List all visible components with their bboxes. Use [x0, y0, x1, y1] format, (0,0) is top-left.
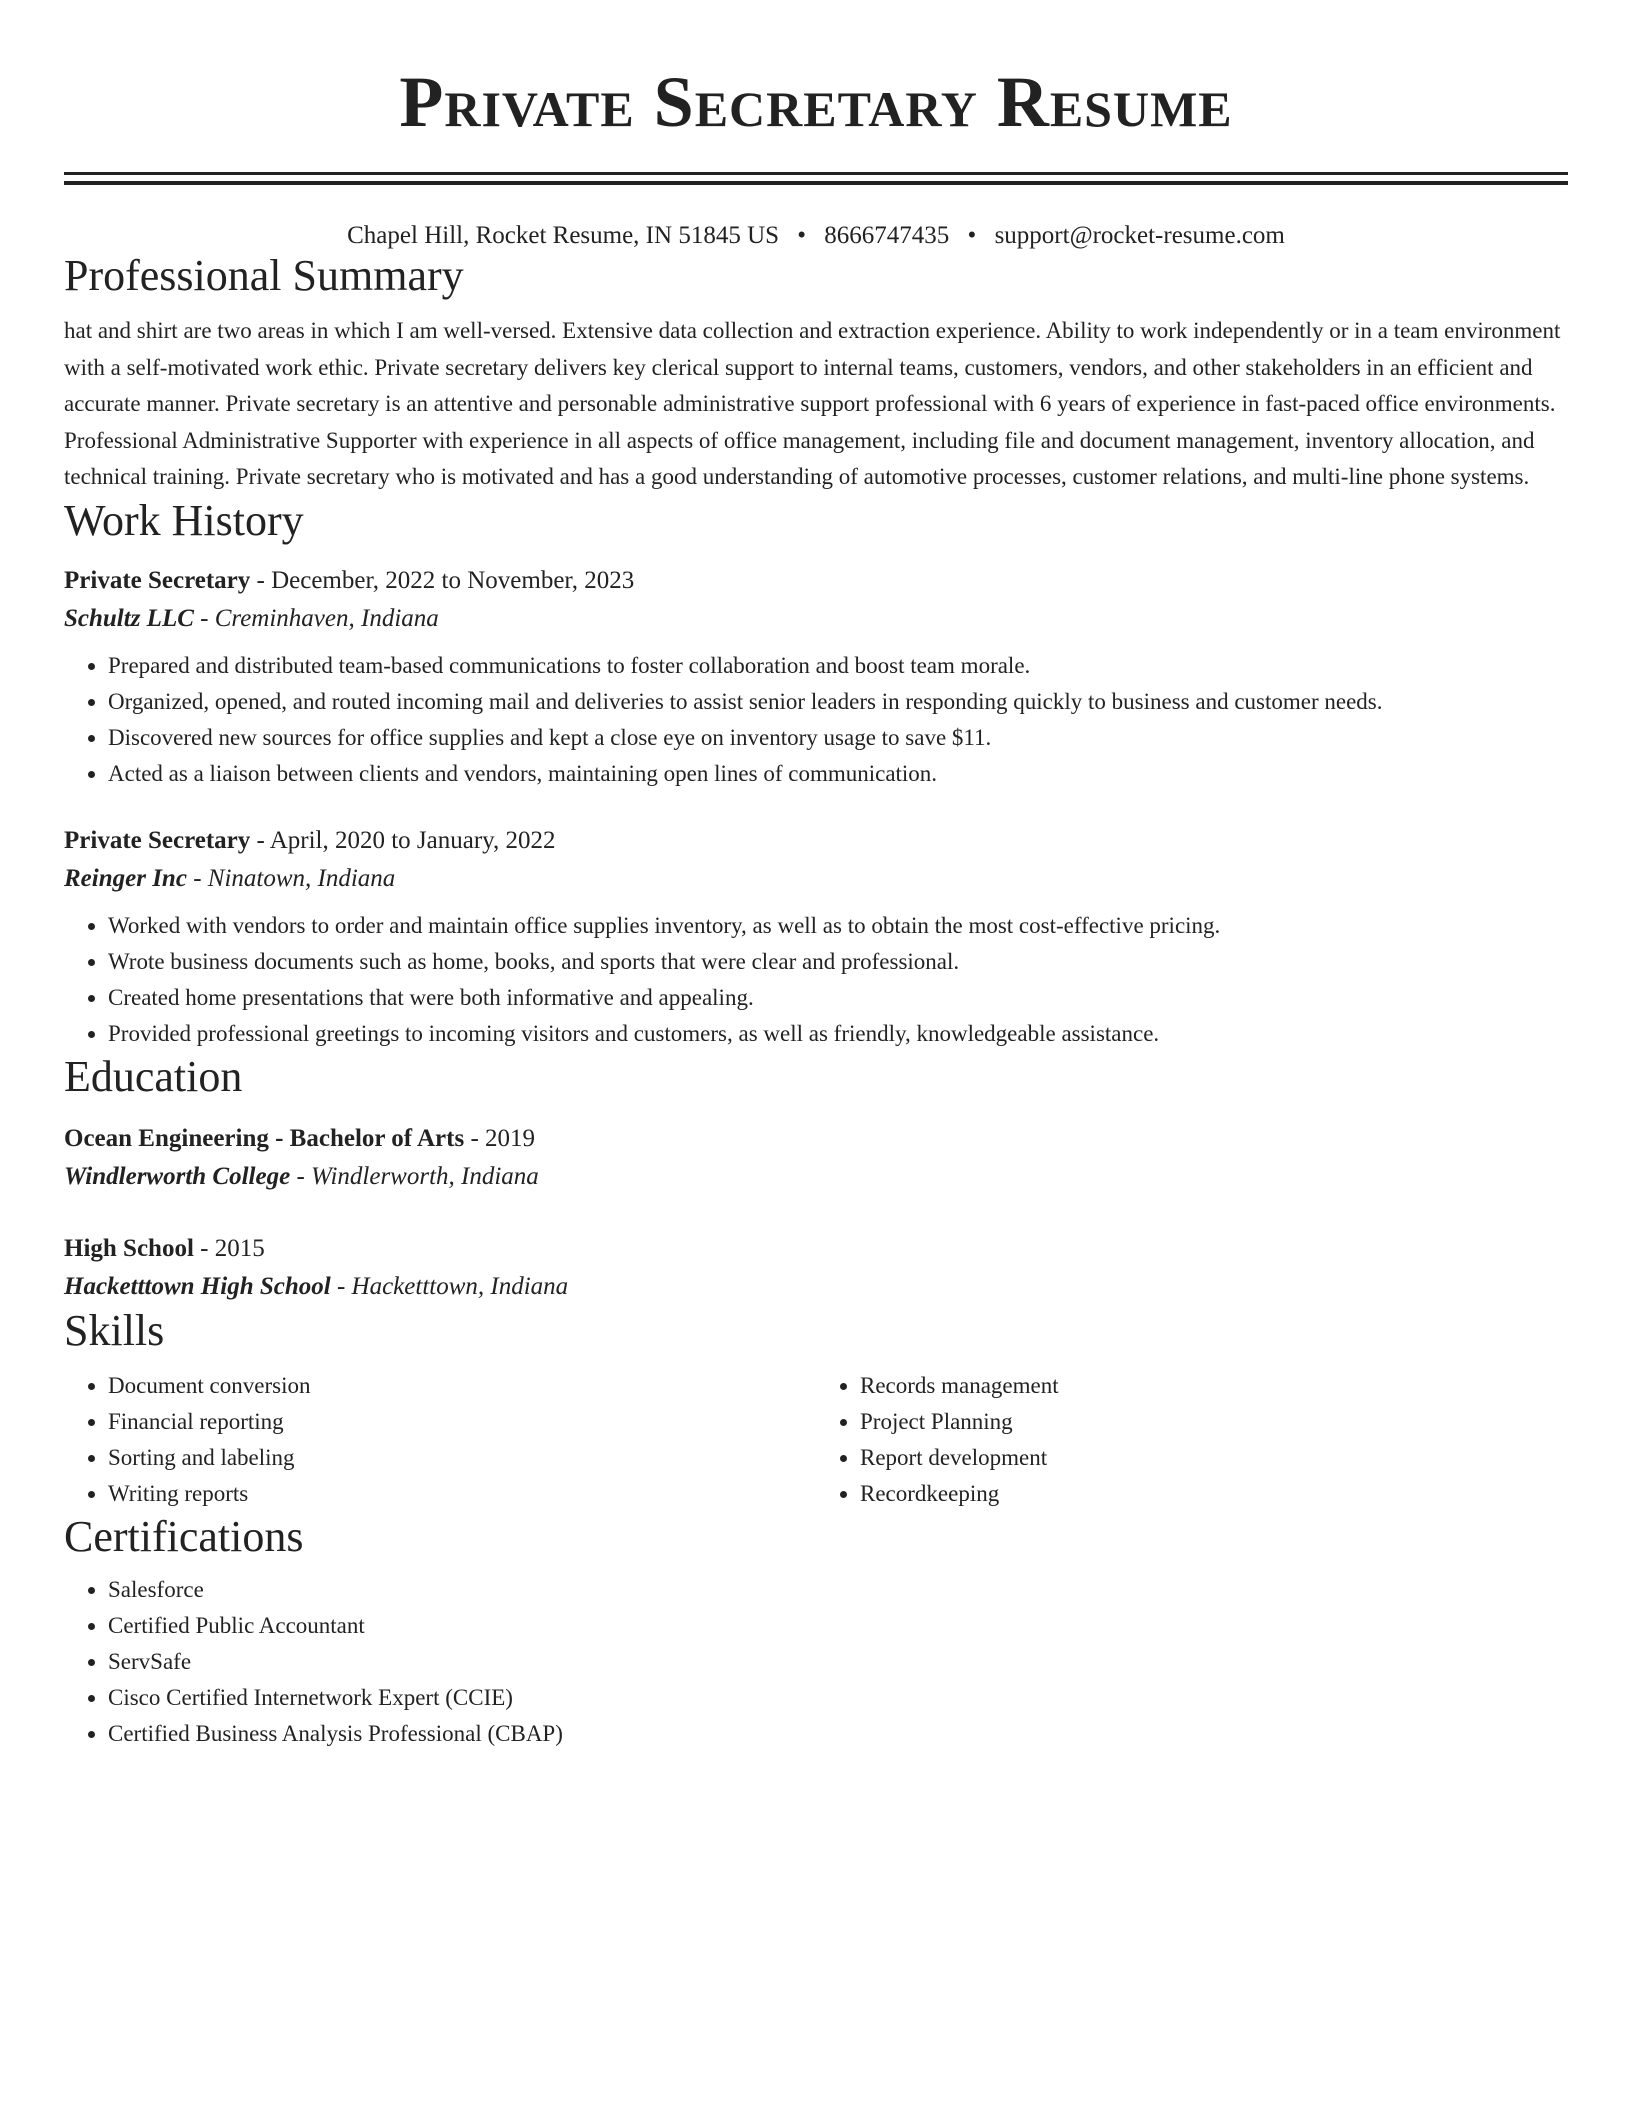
skills-heading: Skills [64, 1305, 165, 1355]
skill-item: • Project Planning [860, 1404, 1568, 1440]
job-bullet: • Organized, opened, and routed incoming mail and deliveries to assist senior leaders in responding quickly to business and customer needs. [108, 684, 1568, 720]
skills-grid [64, 1368, 1568, 1512]
contact-phone: 8666747435 [824, 222, 950, 249]
work-history-heading: Work History [64, 495, 304, 545]
education-location: - Hacketttown, Indiana [330, 1272, 569, 1300]
certification-item: • Salesforce [108, 1572, 1568, 1608]
job-role-line [64, 822, 1568, 860]
job-bullets [64, 908, 1568, 1052]
job-bullet: • Prepared and distributed team-based communications to foster collaboration and boost team morale. [108, 648, 1568, 684]
skills-column-left [64, 1368, 816, 1512]
education-degree: High School [64, 1234, 194, 1262]
job-bullet: • Acted as a liaison between clients and vendors, maintaining open lines of communication. [108, 756, 1568, 792]
job-company: Reinger Inc [64, 864, 187, 892]
job-company: Schultz LLC [64, 604, 194, 632]
education-school-line [64, 1158, 1568, 1196]
contact-address: Chapel Hill, Rocket Resume, IN 51845 US [347, 222, 780, 249]
skill-item: • Records management [860, 1368, 1568, 1404]
skill-item: • Recordkeeping [860, 1476, 1568, 1512]
job-bullet: • Created home presentations that were both informative and appealing. [108, 980, 1568, 1016]
job-entry [64, 562, 1568, 792]
job-location: - Creminhaven, Indiana [193, 604, 439, 632]
job-location: - Ninatown, Indiana [186, 864, 396, 892]
resume-title: Private Secretary Resume [399, 62, 1233, 142]
skill-item: • Report development [860, 1440, 1568, 1476]
education-degree: Ocean Engineering - Bachelor of Arts [64, 1124, 465, 1152]
education-entry [64, 1230, 1568, 1306]
job-bullet: • Worked with vendors to order and maintain office supplies inventory, as well as to obtain the most cost-effective pricing. [108, 908, 1568, 944]
certifications-list [64, 1572, 1568, 1752]
certification-item: • Cisco Certified Internetwork Expert (CCIE) [108, 1680, 1568, 1716]
skill-item: • Writing reports [108, 1476, 816, 1512]
certification-item: • Certified Public Accountant [108, 1608, 1568, 1644]
education-school: Windlerworth College [64, 1162, 291, 1190]
job-dates: - December, 2022 to November, 2023 [250, 566, 635, 594]
education-school-line [64, 1268, 1568, 1306]
education-location: - Windlerworth, Indiana [290, 1162, 539, 1190]
skills-column-right [816, 1368, 1568, 1512]
skill-item: • Sorting and labeling [108, 1440, 816, 1476]
job-bullet: • Discovered new sources for office supplies and kept a close eye on inventory usage to save $11. [108, 720, 1568, 756]
job-bullet: • Wrote business documents such as home, books, and sports that were clear and professional. [108, 944, 1568, 980]
certification-item: • Certified Business Analysis Professional (CBAP) [108, 1716, 1568, 1752]
job-role: Private Secretary [64, 826, 251, 854]
job-role: Private Secretary [64, 566, 251, 594]
contact-line [64, 221, 1568, 251]
education-entry [64, 1120, 1568, 1196]
job-dates: - April, 2020 to January, 2022 [250, 826, 556, 854]
job-org-line [64, 860, 1568, 898]
skill-item: • Document conversion [108, 1368, 816, 1404]
job-org-line [64, 600, 1568, 638]
education-year: - 2019 [464, 1124, 536, 1152]
job-bullet: • Provided professional greetings to incoming visitors and customers, as well as friendly, knowledgeable assistance. [108, 1016, 1568, 1052]
job-entry [64, 822, 1568, 1052]
education-heading: Education [64, 1051, 243, 1101]
contact-email: support@rocket-resume.com [994, 222, 1285, 249]
education-degree-line [64, 1120, 1568, 1158]
contact-separator: • [797, 222, 807, 249]
contact-separator: • [967, 222, 977, 249]
skill-item: • Financial reporting [108, 1404, 816, 1440]
job-role-line [64, 562, 1568, 600]
certification-item: • ServSafe [108, 1644, 1568, 1680]
education-school: Hacketttown High School [64, 1272, 331, 1300]
summary-text: hat and shirt are two areas in which I am well-versed. Extensive data collection and extraction experience. Ability to work independently or in a team environment with a self-motivated work ethic. Private secretary delivers key clerical support to internal teams, customers, vendors, and other stakeholders in an efficient and accurate manner. Private secretary is an attentive and personable administrative support professional with 6 years of experience in fast-paced office environments. Professional Administrative Supporter with experience in all aspects of office management, including file and document management, inventory allocation, and technical training. Private secretary who is motivated and has a good understanding of automotive processes, customer relations, and multi-line phone systems. [64, 318, 1561, 489]
certifications-heading: Certifications [64, 1511, 304, 1561]
job-bullets [64, 648, 1568, 792]
title-rule-bottom [64, 181, 1568, 185]
education-degree-line [64, 1230, 1568, 1268]
title-rule-top [64, 172, 1568, 175]
education-year: - 2015 [193, 1234, 265, 1262]
summary-heading: Professional Summary [64, 251, 464, 300]
